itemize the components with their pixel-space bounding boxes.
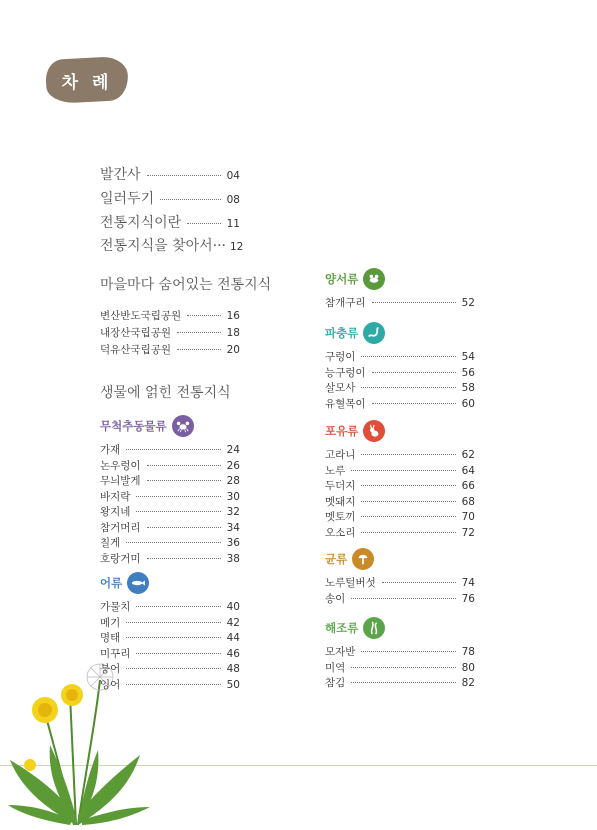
toc-entry-label: 칠게 xyxy=(100,537,121,549)
leader-dots xyxy=(126,668,220,669)
leader-dots xyxy=(136,511,220,512)
toc-entry-label: 미꾸리 xyxy=(100,647,131,660)
leader-dots xyxy=(126,622,220,623)
toc-entry[interactable] xyxy=(100,599,240,614)
leader-dots xyxy=(361,532,455,533)
toc-entry-label: 잉어 xyxy=(100,678,121,691)
leader-dots xyxy=(361,485,455,486)
toc-entry-page: 38 xyxy=(226,552,240,565)
toc-entry-label: 모자반 xyxy=(325,646,356,658)
rabbit-icon xyxy=(363,420,385,442)
toc-entry-label: 발간사 xyxy=(100,167,141,183)
toc-entry-label: 변산반도국립공원 xyxy=(100,310,182,322)
toc-entry[interactable] xyxy=(325,463,475,478)
toc-entry-label: 구렁이 xyxy=(325,351,356,363)
toc-entry-page: 64 xyxy=(461,464,475,477)
category-name: 무척추동물류 xyxy=(100,419,167,433)
toc-entry-label: 왕지네 xyxy=(100,506,131,518)
toc-entry[interactable] xyxy=(100,458,240,473)
leader-dots xyxy=(126,637,220,638)
leader-dots xyxy=(147,175,221,176)
toc-entry[interactable] xyxy=(325,349,475,364)
leader-dots xyxy=(126,449,220,450)
category-name: 균류 xyxy=(325,552,348,566)
toc-entry-page: 68 xyxy=(461,495,475,508)
toc-entry[interactable] xyxy=(325,509,475,524)
toc-entry[interactable] xyxy=(100,504,240,519)
toc-entry[interactable] xyxy=(100,615,240,630)
fish-icon xyxy=(127,572,149,594)
toc-entry-park-1[interactable] xyxy=(100,325,240,340)
toc-entry-label: 노루 xyxy=(325,464,346,477)
toc-entry-page: 74 xyxy=(461,577,475,589)
toc-entry-page: 76 xyxy=(461,592,475,605)
leader-dots xyxy=(177,332,221,333)
toc-entry-page: 24 xyxy=(226,444,240,456)
leader-dots xyxy=(126,684,220,685)
toc-entry[interactable] xyxy=(325,380,475,395)
category-heading[interactable] xyxy=(325,420,385,442)
toc-entry-page: 72 xyxy=(461,526,475,539)
toc-entry-page: 46 xyxy=(226,647,240,660)
toc-entry-label: 덕유산국립공원 xyxy=(100,344,172,356)
toc-entry-page: 18 xyxy=(226,327,240,339)
toc-entry-page: 26 xyxy=(226,459,240,472)
toc-entry-page: 16 xyxy=(226,310,240,322)
toc-entry-page: 34 xyxy=(226,521,240,534)
toc-entry-label: 전통지식을 찾아서··· xyxy=(100,238,226,254)
toc-entry-label: 멧돼지 xyxy=(325,495,356,508)
toc-entry-park-0[interactable] xyxy=(100,308,240,323)
leader-dots xyxy=(372,403,456,404)
toc-entry-page: 66 xyxy=(461,480,475,492)
toc-entry[interactable] xyxy=(325,478,475,493)
leader-dots xyxy=(147,558,221,559)
snake-icon xyxy=(363,322,385,344)
category-name: 해조류 xyxy=(325,621,359,635)
leader-dots xyxy=(361,501,455,502)
toc-entry[interactable] xyxy=(100,520,240,535)
toc-entry-label: 살모사 xyxy=(325,382,356,394)
toc-entry-intro-1[interactable] xyxy=(100,188,240,208)
toc-entry[interactable] xyxy=(325,644,475,659)
toc-entry-page: 12 xyxy=(230,241,244,253)
toc-entry-label: 미역 xyxy=(325,661,346,674)
toc-entry-page: 78 xyxy=(461,646,475,658)
leader-dots xyxy=(372,302,456,303)
toc-entry[interactable] xyxy=(100,442,240,457)
toc-entry-label: 고라니 xyxy=(325,449,356,461)
crab-icon xyxy=(172,415,194,437)
toc-entry-label: 참개구리 xyxy=(325,297,366,309)
toc-entry-page: 36 xyxy=(226,537,240,549)
toc-entry-label: 오소리 xyxy=(325,526,356,539)
toc-entry[interactable] xyxy=(325,525,475,540)
category-name: 파충류 xyxy=(325,326,359,340)
leader-dots xyxy=(160,199,221,200)
leader-dots xyxy=(147,480,221,481)
toc-entry-page: 50 xyxy=(226,678,240,691)
toc-entry-page: 20 xyxy=(226,344,240,356)
page-title: 차 례 xyxy=(61,72,113,93)
category-heading[interactable] xyxy=(325,548,374,570)
toc-entry-label: 노루털버섯 xyxy=(325,577,376,589)
leader-dots xyxy=(147,527,221,528)
toc-entry-page: 80 xyxy=(461,661,475,674)
frog-icon xyxy=(363,268,385,290)
toc-entry-page: 60 xyxy=(461,397,475,410)
leader-dots xyxy=(136,606,220,607)
leader-dots xyxy=(382,582,456,583)
toc-entry-label: 전통지식이란 xyxy=(100,215,182,231)
toc-entry-label: 능구렁이 xyxy=(325,366,366,379)
toc-entry-page: 58 xyxy=(461,382,475,394)
mushroom-icon xyxy=(352,548,374,570)
category-name: 어류 xyxy=(100,576,123,590)
toc-entry-page: 30 xyxy=(226,490,240,503)
toc-entry[interactable] xyxy=(325,575,475,590)
toc-entry[interactable] xyxy=(325,591,475,606)
leader-dots xyxy=(126,542,220,543)
toc-entry[interactable] xyxy=(325,295,475,310)
leader-dots xyxy=(372,372,456,373)
toc-entry-page: 40 xyxy=(226,601,240,613)
category-heading[interactable] xyxy=(100,572,149,594)
leader-dots xyxy=(351,598,455,599)
category-heading[interactable] xyxy=(325,268,385,290)
leader-dots xyxy=(361,356,455,357)
toc-entry-intro-3[interactable] xyxy=(100,235,244,255)
toc-entry[interactable] xyxy=(325,675,475,690)
leader-dots xyxy=(361,651,455,652)
toc-entry-label: 명태 xyxy=(100,632,121,644)
category-heading[interactable] xyxy=(100,415,194,437)
toc-entry[interactable] xyxy=(100,677,240,692)
toc-entry[interactable] xyxy=(325,447,475,462)
toc-entry-label: 무늬발게 xyxy=(100,475,141,487)
toc-entry-page: 42 xyxy=(226,616,240,629)
toc-entry-label: 붕어 xyxy=(100,663,121,675)
leader-dots xyxy=(187,315,220,316)
title-badge xyxy=(45,56,129,104)
toc-entry-label: 유혈목이 xyxy=(325,397,366,410)
toc-entry-label: 송이 xyxy=(325,592,346,605)
toc-entry[interactable] xyxy=(100,551,240,566)
toc-entry-page: 44 xyxy=(226,632,240,644)
toc-entry-label: 참김 xyxy=(325,677,346,689)
toc-entry[interactable] xyxy=(100,473,240,488)
toc-entry-page: 62 xyxy=(461,449,475,461)
leader-dots xyxy=(136,653,220,654)
leader-dots xyxy=(361,387,455,388)
toc-entry-page: 04 xyxy=(226,170,240,182)
section-heading-parks: 마을마다 숨어있는 전통지식 xyxy=(100,277,272,293)
leader-dots xyxy=(136,496,220,497)
toc-entry-page: 32 xyxy=(226,506,240,518)
toc-entry-page: 08 xyxy=(226,194,240,206)
leader-dots xyxy=(177,349,221,350)
toc-entry-page: 70 xyxy=(461,511,475,523)
toc-entry-page: 52 xyxy=(461,297,475,309)
leader-dots xyxy=(361,516,455,517)
section-heading-creatures: 생물에 얽힌 전통지식 xyxy=(100,385,231,401)
toc-entry-label: 바지락 xyxy=(100,490,131,503)
toc-entry-label: 내장산국립공원 xyxy=(100,327,172,339)
toc-entry[interactable] xyxy=(100,646,240,661)
leader-dots xyxy=(351,682,455,683)
toc-entry-intro-0[interactable] xyxy=(100,164,240,184)
toc-entry[interactable] xyxy=(100,489,240,504)
category-name: 포유류 xyxy=(325,424,359,438)
toc-entry-label: 가물치 xyxy=(100,601,131,613)
toc-entry[interactable] xyxy=(100,535,240,550)
toc-entry-label: 참거머리 xyxy=(100,521,141,534)
toc-entry-label: 멧토끼 xyxy=(325,511,356,523)
toc-entry-label: 두더지 xyxy=(325,480,356,492)
toc-entry[interactable] xyxy=(100,630,240,645)
toc-entry-page: 56 xyxy=(461,366,475,379)
seaweed-icon xyxy=(363,617,385,639)
leader-dots xyxy=(187,223,220,224)
toc-entry-label: 호랑거미 xyxy=(100,552,141,565)
toc-entry[interactable] xyxy=(100,661,240,676)
toc-entry[interactable] xyxy=(325,365,475,380)
toc-entry-label: 가재 xyxy=(100,444,121,456)
toc-entry-park-2[interactable] xyxy=(100,342,240,357)
toc-entry[interactable] xyxy=(325,660,475,675)
leader-dots xyxy=(351,667,455,668)
leader-dots xyxy=(147,465,221,466)
toc-entry[interactable] xyxy=(325,494,475,509)
toc-entry-page: 11 xyxy=(226,218,240,230)
category-heading[interactable] xyxy=(325,617,385,639)
toc-entry-page: 54 xyxy=(461,351,475,363)
leader-dots xyxy=(351,470,455,471)
toc-entry-label: 메기 xyxy=(100,616,121,629)
toc-entry-label: 논우렁이 xyxy=(100,459,141,472)
category-name: 양서류 xyxy=(325,272,359,286)
toc-entry-page: 82 xyxy=(461,677,475,689)
toc-entry-intro-2[interactable] xyxy=(100,212,240,232)
toc-entry[interactable] xyxy=(325,396,475,411)
toc-entry-page: 48 xyxy=(226,663,240,675)
category-heading[interactable] xyxy=(325,322,385,344)
toc-entry-label: 일러두기 xyxy=(100,191,155,207)
leader-dots xyxy=(361,454,455,455)
toc-entry-page: 28 xyxy=(226,475,240,487)
